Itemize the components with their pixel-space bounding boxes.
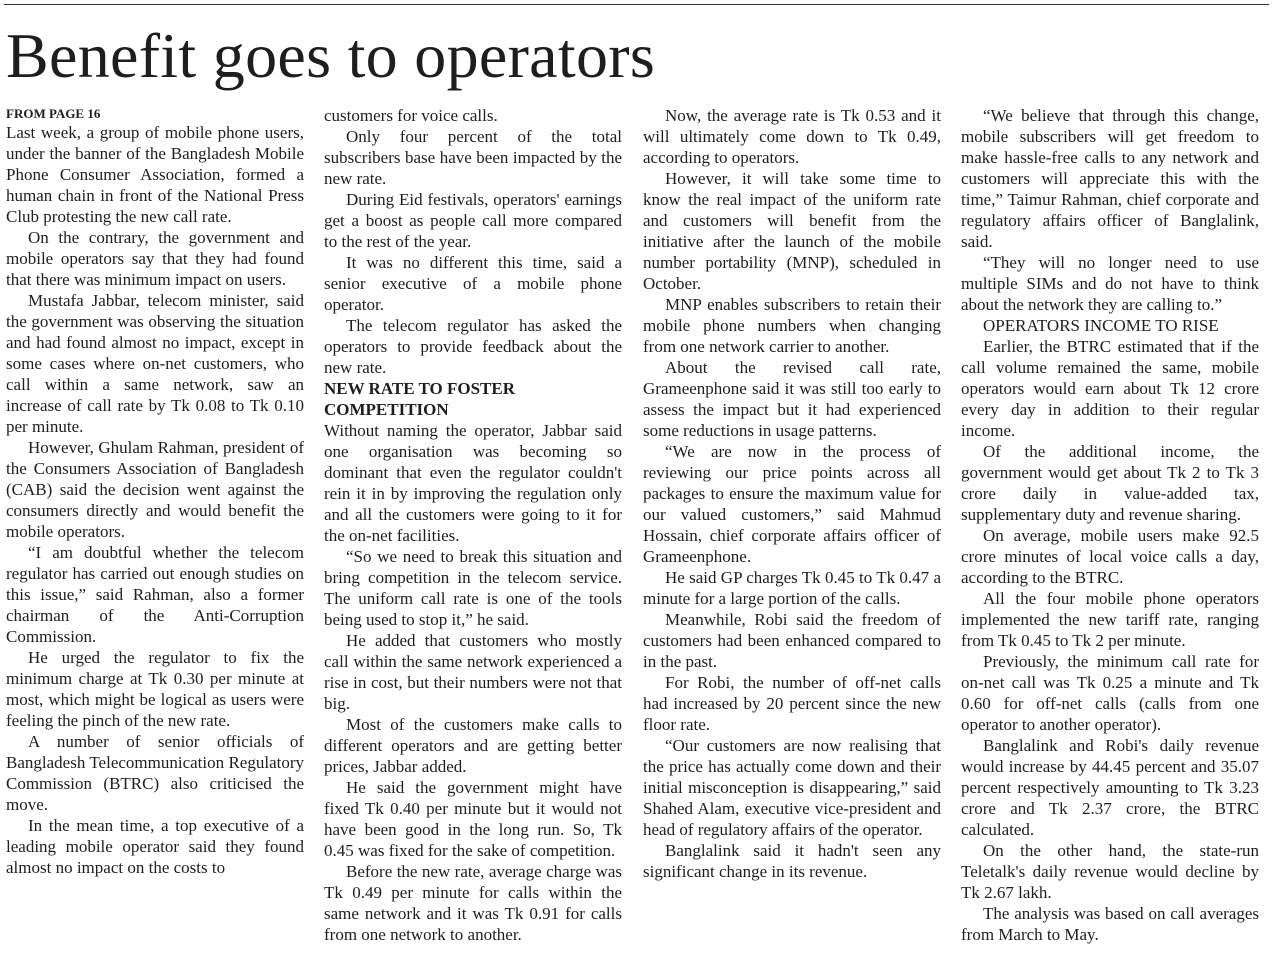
article-paragraph: MNP enables subscribers to retain their mobile phone numbers when changing from one network carrier to another. — [643, 295, 941, 356]
article-paragraph: On the other hand, the state-run Teletalk's daily revenue would decline by Tk 2.67 lakh. — [961, 841, 1259, 902]
article-paragraph: Banglalink said it hadn't seen any significant change in its revenue. — [643, 841, 941, 881]
article-paragraph: Of the additional income, the government would get about Tk 2 to Tk 3 crore daily in value-added tax, supplementary duty and revenue sharing. — [961, 442, 1259, 524]
top-rule — [4, 4, 1269, 5]
article-paragraph: However, it will take some time to know the real impact of the uniform rate and customers will benefit from the initiative after the launch of the mobile number portability (MNP), scheduled in October. — [643, 169, 941, 293]
article-paragraph: Previously, the minimum call rate for on-net call was Tk 0.25 a minute and Tk 0.60 for off-net calls (calls from one operator to another operator). — [961, 652, 1259, 734]
article-paragraph: He urged the regulator to fix the minimum charge at Tk 0.30 per minute at most, which might be logical as users were feeling the pinch of the new rate. — [6, 648, 304, 730]
article-paragraph: Meanwhile, Robi said the freedom of customers had been enhanced compared to in the past. — [643, 610, 941, 671]
article-paragraph: Banglalink and Robi's daily revenue would increase by 44.45 percent and 35.07 percent respectively amounting to Tk 3.23 crore and Tk 2.37 crore, the BTRC calculated. — [961, 736, 1259, 839]
article-paragraph: During Eid festivals, operators' earnings get a boost as people call more compared to the rest of the year. — [324, 190, 622, 251]
subheading: NEW RATE TO FOSTER COMPETITION — [324, 379, 515, 419]
article-paragraph: Only four percent of the total subscribers base have been impacted by the new rate. — [324, 127, 622, 188]
article-paragraph: All the four mobile phone operators implemented the new tariff rate, ranging from Tk 0.45 to Tk 2 per minute. — [961, 589, 1259, 650]
article-paragraph: The analysis was based on call averages from March to May. — [961, 904, 1259, 944]
article-paragraph: In the mean time, a top executive of a leading mobile operator said they found almost no impact on the costs to — [6, 816, 304, 877]
article-column-3 — [643, 105, 941, 963]
article-paragraph: “So we need to break this situation and bring competition in the telecom service. The uniform call rate is one of the tools being used to stop it,” he said. — [324, 547, 622, 629]
article-paragraph: “We are now in the process of reviewing our price points across all packages to ensure the maximum value for our valued customers,” said Mahmud Hossain, chief corporate affairs officer of Grameenphone. — [643, 442, 941, 566]
article-paragraph: “I am doubtful whether the telecom regulator has carried out enough studies on this issue,” said Rahman, also a former chairman of the Anti-Corruption Commission. — [6, 543, 304, 646]
article-column-4 — [961, 105, 1259, 963]
article-paragraph: Mustafa Jabbar, telecom minister, said the government was observing the situation and had found almost no impact, except in some cases where on-net customers, who call within a same network, saw an increase of call rate by Tk 0.08 to Tk 0.10 per minute. — [6, 291, 304, 436]
article-paragraph: The telecom regulator has asked the operators to provide feedback about the new rate. — [324, 316, 622, 377]
article-column-1 — [6, 105, 304, 963]
article-paragraph: Most of the customers make calls to different operators and are getting better prices, Jabbar added. — [324, 715, 622, 776]
article-paragraph: Last week, a group of mobile phone users, under the banner of the Bangladesh Mobile Phone Consumer Association, formed a human chain in front of the National Press Club protesting the new call rate. — [6, 123, 304, 226]
article-paragraph: On average, mobile users make 92.5 crore minutes of local voice calls a day, according to the BTRC. — [961, 526, 1259, 587]
article-column-2 — [324, 105, 622, 963]
article-paragraph: For Robi, the number of off-net calls had increased by 20 percent since the new floor rate. — [643, 673, 941, 734]
article-paragraph: A number of senior officials of Bangladesh Telecommunication Regulatory Commission (BTRC) also criticised the move. — [6, 732, 304, 814]
subheading: OPERATORS INCOME TO RISE — [983, 316, 1219, 335]
article-paragraph: About the revised call rate, Grameenphone said it was still too early to assess the impact but it had experienced some reductions in usage patterns. — [643, 358, 941, 440]
article-paragraph: “Our customers are now realising that the price has actually come down and their initial misconception is disappearing,” said Shahed Alam, executive vice-president and head of regulatory affairs of the operator. — [643, 736, 941, 839]
page-reference-kicker: FROM PAGE 16 — [6, 106, 101, 121]
article-paragraph: He said the government might have fixed Tk 0.40 per minute but it would not have been good in the long run. So, Tk 0.45 was fixed for the sake of competition. — [324, 778, 622, 860]
article-paragraph: He said GP charges Tk 0.45 to Tk 0.47 a minute for a large portion of the calls. — [643, 568, 941, 608]
article-paragraph: It was no different this time, said a senior executive of a mobile phone operator. — [324, 253, 622, 314]
article-paragraph: “We believe that through this change, mobile subscribers will get freedom to make hassle-free calls to any network and customers will appreciate this with the time,” Taimur Rahman, chief corporate and regulatory affairs officer of Banglalink, said. — [961, 106, 1259, 251]
article-paragraph: Now, the average rate is Tk 0.53 and it will ultimately come down to Tk 0.49, according to operators. — [643, 106, 941, 167]
headline: Benefit goes to operators — [6, 20, 656, 91]
article-paragraph: Without naming the operator, Jabbar said one organisation was becoming so dominant that even the regulator couldn't rein it in by improving the regulation only and all the customers were going to it for the on-net facilities. — [324, 421, 622, 545]
article-paragraph: On the contrary, the government and mobile operators say that they had found that there was minimum impact on users. — [6, 228, 304, 289]
article-paragraph: Before the new rate, average charge was Tk 0.49 per minute for calls within the same network and it was Tk 0.91 for calls from one network to another. — [324, 862, 622, 944]
article-paragraph: However, Ghulam Rahman, president of the Consumers Association of Bangladesh (CAB) said the decision went against the consumers directly and would benefit the mobile operators. — [6, 438, 304, 541]
article-paragraph: Earlier, the BTRC estimated that if the call volume remained the same, mobile operators would earn about Tk 12 crore every day in addition to their regular income. — [961, 337, 1259, 440]
article-paragraph: He added that customers who mostly call within the same network experienced a rise in cost, but their numbers were not that big. — [324, 631, 622, 713]
article-paragraph: “They will no longer need to use multiple SIMs and do not have to think about the network they are calling to.” — [961, 253, 1259, 314]
article-paragraph: customers for voice calls. — [324, 106, 498, 125]
